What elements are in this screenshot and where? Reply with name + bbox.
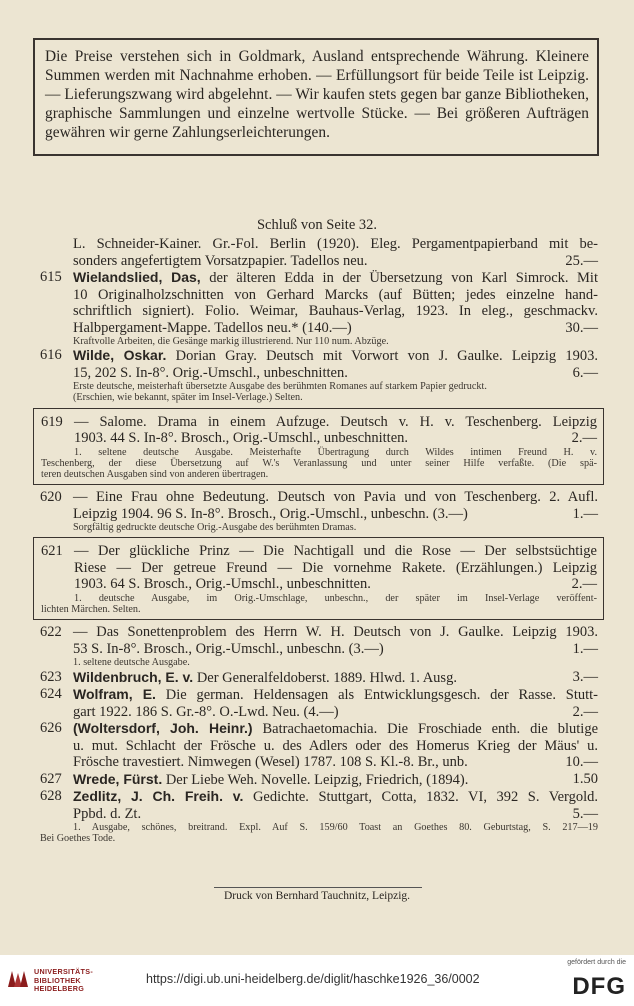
entry-author: Zedlitz, J. Ch. Freih. v. <box>73 788 244 805</box>
entry-note: (Erschien, wie bekannt, später im Insel-Verlage.) Selten. <box>73 392 303 404</box>
entry-price: 10.— <box>565 754 598 771</box>
entry-line: — Der glückliche Prinz — Die Nachtigall und die Rose — Der selbstsüchtige <box>74 543 597 560</box>
entry-text: 1903. 44 S. In-8°. Brosch., Orig.-Umschl., unbeschnitten. <box>74 430 409 447</box>
entry-text: Der Generalfeldoberst. 1889. Hlwd. 1. Ausg. <box>196 669 457 686</box>
entry-price: 25.— <box>565 252 598 269</box>
library-name-line: HEIDELBERG <box>34 984 85 994</box>
printer-imprint: Druck von Bernhard Tauchnitz, Leipzig. <box>223 890 411 902</box>
continuation-heading: Schluß von Seite 32. <box>256 217 378 233</box>
entry-line: 10 Originalholzschnitten von Gerhard Marcks (auf Bütten; jedes einzelne hand- <box>73 286 598 303</box>
library-name-line: UNIVERSITÄTS- <box>34 967 94 976</box>
entry-line <box>73 754 598 771</box>
entry-price: 2.— <box>571 430 597 447</box>
funded-by-label: gefördert durch die <box>567 959 626 966</box>
entry-line <box>73 704 598 721</box>
catalog-entry-624 <box>40 686 598 720</box>
entry-line <box>73 771 598 789</box>
entry-text: sonders angefertigtem Vorsatzpapier. Tadellos neu. <box>73 252 368 269</box>
entry-price: 3.— <box>572 668 598 685</box>
entry-note: Teschenberg, der diese Übersetzung auf W.'s Veranlassung und unter seiner Hilfe verfaßte. (Die spä- <box>41 457 597 469</box>
entry-line: L. Schneider-Kainer. Gr.-Fol. Berlin (1920). Eleg. Pergamentpapierband mit be- <box>73 236 598 252</box>
terms-notice-text: Die Preise verstehen sich in Goldmark, Ausland entsprechende Währung. Kleinere Summen werden mit Nachnahme erhoben. — Erfüllungsort für beide Teile ist Leipzig. — Lieferungszwang wird abgelehnt. — Wir kaufen stets gegen bar ganze Bibliotheken, graphische Sammlungen und einzelne wertvolle Stücke. — Bei größeren Aufträgen gewähren wir gerne Zahlungserleichterungen. <box>45 48 589 141</box>
entry-note: 1. seltene deutsche Ausgabe. <box>73 657 190 669</box>
entry-text: 15, 202 S. In-8°. Orig.-Umschl., unbeschnitten. <box>73 364 348 381</box>
entry-line: schriftlich signiert). Folio. Weimar, Bauhaus-Verlag, 1923. In eleg., geschmackv. <box>73 303 598 319</box>
entry-line: — Eine Frau ohne Bedeutung. Deutsch von Pavia und von Teschenberg. 2. Aufl. <box>73 489 598 506</box>
entry-note: Kraftvolle Arbeiten, die Gesänge markig illustrierend. Nur 110 num. Abzüge. <box>73 336 389 347</box>
entry-line <box>73 686 598 704</box>
entry-text: Halbpergament-Mappe. Tadellos neu.* (140.—) <box>73 319 352 336</box>
catalog-entry-623 <box>40 669 598 687</box>
catalog-entry-627 <box>40 771 598 789</box>
entry-line: — Das Sonettenproblem des Herrn W. H. Deutsch von J. Gaulke. Leipzig 1903. <box>73 624 598 641</box>
entry-author: Wilde, Oskar. <box>73 347 167 364</box>
catalog-entry-626 <box>40 720 598 771</box>
entry-price: 1.— <box>572 505 598 522</box>
entry-number: 619 <box>41 413 63 430</box>
entry-text: 53 S. In-8°. Brosch., Orig.-Umschl., unbeschn. (3.—) <box>73 640 384 657</box>
entry-number: 615 <box>40 269 62 285</box>
entry-line <box>73 506 598 523</box>
entry-price: 1.— <box>572 640 598 657</box>
catalog-entry-622 <box>40 624 598 668</box>
university-library-logo-icon <box>6 967 30 991</box>
catalog-entry-615 <box>40 269 598 347</box>
entry-price: 1.50 <box>572 770 598 787</box>
entry-number: 628 <box>40 788 62 805</box>
entry-line <box>73 253 598 270</box>
entry-note: Sorgfältig gedruckte deutsche Orig.-Ausgabe des berühmten Dramas. <box>73 522 357 534</box>
library-name-line: BIBLIOTHEK <box>34 975 81 985</box>
entry-price: 2.— <box>571 576 597 593</box>
entry-text: Gedichte. Stuttgart, Cotta, 1832. VI, 392 S. Vergold. <box>252 789 599 806</box>
entry-note: lichten Märchen. Selten. <box>41 604 141 616</box>
entry-note: 1. seltene deutsche Ausgabe. Meisterhafte Übertragung durch Wildes intimen Freund H. v. <box>74 446 597 458</box>
entry-author: Wildenbruch, E. v. <box>73 668 194 685</box>
entry-author: Wrede, Fürst. <box>73 770 163 787</box>
viewer-footer-bar <box>0 955 634 1006</box>
catalog-entry-620 <box>40 489 598 533</box>
entry-text: Der Liebe Weh. Novelle. Leipzig, Friedrich, (1894). <box>165 771 469 788</box>
entry-note: Bei Goethes Tode. <box>40 833 116 845</box>
entry-line <box>73 720 598 738</box>
entry-line: u. mut. Schlacht der Frösche u. des Adlers oder des Homerus Krieg der Mäus' u. <box>73 737 598 754</box>
entry-line <box>73 347 598 365</box>
catalog-entry-628 <box>40 788 598 844</box>
entry-line <box>73 788 598 806</box>
entry-note: teren deutschen Ausgaben sind von anderen übertragen. <box>41 469 269 481</box>
dfg-logo: DFG <box>572 973 626 1000</box>
catalog-entry-619-boxed <box>33 408 604 486</box>
entry-text: Die german. Heldensagen als Entwicklungsgesch. der Rasse. Stutt- <box>165 687 598 704</box>
entry-number: 616 <box>40 347 62 364</box>
entry-line <box>73 641 598 658</box>
entry-price: 6.— <box>572 364 598 381</box>
entry-author: Wolfram, E. <box>73 686 156 703</box>
entry-note: 1. Ausgabe, schönes, breitrand. Expl. Auf S. 159/60 Toast an Goethes 80. Geburtstag, S. 217—19 <box>73 822 598 834</box>
entry-line: — Salome. Drama in einem Aufzuge. Deutsch v. H. v. Teschenberg. Leipzig <box>74 413 597 430</box>
entry-line <box>73 669 598 687</box>
entry-text: der älteren Edda in der Übersetzung von Karl Simrock. Mit <box>209 270 598 286</box>
terms-notice-box <box>33 38 599 156</box>
catalog-entry-614-continued <box>40 236 598 269</box>
entry-price: 30.— <box>565 319 598 336</box>
entry-price: 5.— <box>572 805 598 822</box>
entry-author: Wielandslied, Das, <box>73 269 201 285</box>
catalog-entry-621-boxed <box>33 537 604 620</box>
entry-note: Erste deutsche, meisterhaft übersetzte Ausgabe des berühmten Romanes auf starkem Papier gedruckt. <box>73 381 487 393</box>
entry-number: 622 <box>40 624 62 641</box>
entry-price: 2.— <box>572 703 598 720</box>
entry-line <box>73 320 598 337</box>
entry-line <box>74 576 597 593</box>
entry-number: 621 <box>41 543 63 560</box>
entry-line <box>73 269 598 287</box>
entry-line <box>73 806 598 823</box>
printer-divider <box>214 887 422 888</box>
entry-line: Riese — Der getreue Freund — Die vornehme Rakete. (Erzählungen.) Leipzig <box>74 559 597 576</box>
entry-text: Ppbd. d. Zt. <box>73 805 142 822</box>
entry-text: Dorian Gray. Deutsch mit Vorwort von J. Gaulke. Leipzig 1903. <box>175 348 599 365</box>
catalog-entries <box>40 236 598 844</box>
entry-text: 1903. 64 S. Brosch., Orig.-Umschl., unbeschnitten. <box>74 576 371 593</box>
entry-line <box>73 365 598 382</box>
entry-text: Leipzig 1904. 96 S. In-8°. Brosch., Orig.-Umschl., unbeschn. (3.—) <box>73 505 468 522</box>
entry-author: (Woltersdorf, Joh. Heinr.) <box>73 720 253 737</box>
library-name <box>34 968 93 994</box>
entry-number: 620 <box>40 489 62 506</box>
entry-number: 623 <box>40 668 62 685</box>
catalog-entry-616 <box>40 347 598 403</box>
entry-text: Frösche travestiert. Nimwegen (Wesel) 1787. 108 S. Kl.-8. Br., unb. <box>73 754 468 771</box>
permalink-url[interactable]: https://digi.ub.uni-heidelberg.de/diglit/haschke1926_36/0002 <box>146 972 480 986</box>
entry-note: 1. deutsche Ausgabe, im Orig.-Umschlage, unbeschn., der später im Insel-Verlage veröffent- <box>74 592 597 604</box>
entry-text: gart 1922. 186 S. Gr.-8°. O.-Lwd. Neu. (4.—) <box>73 703 339 720</box>
entry-number: 624 <box>40 686 62 703</box>
entry-number: 627 <box>40 770 62 787</box>
entry-text: Batrachaetomachia. Die Froschiade enth. die blutige <box>262 721 599 738</box>
entry-line <box>74 430 597 447</box>
entry-number: 626 <box>40 720 62 737</box>
